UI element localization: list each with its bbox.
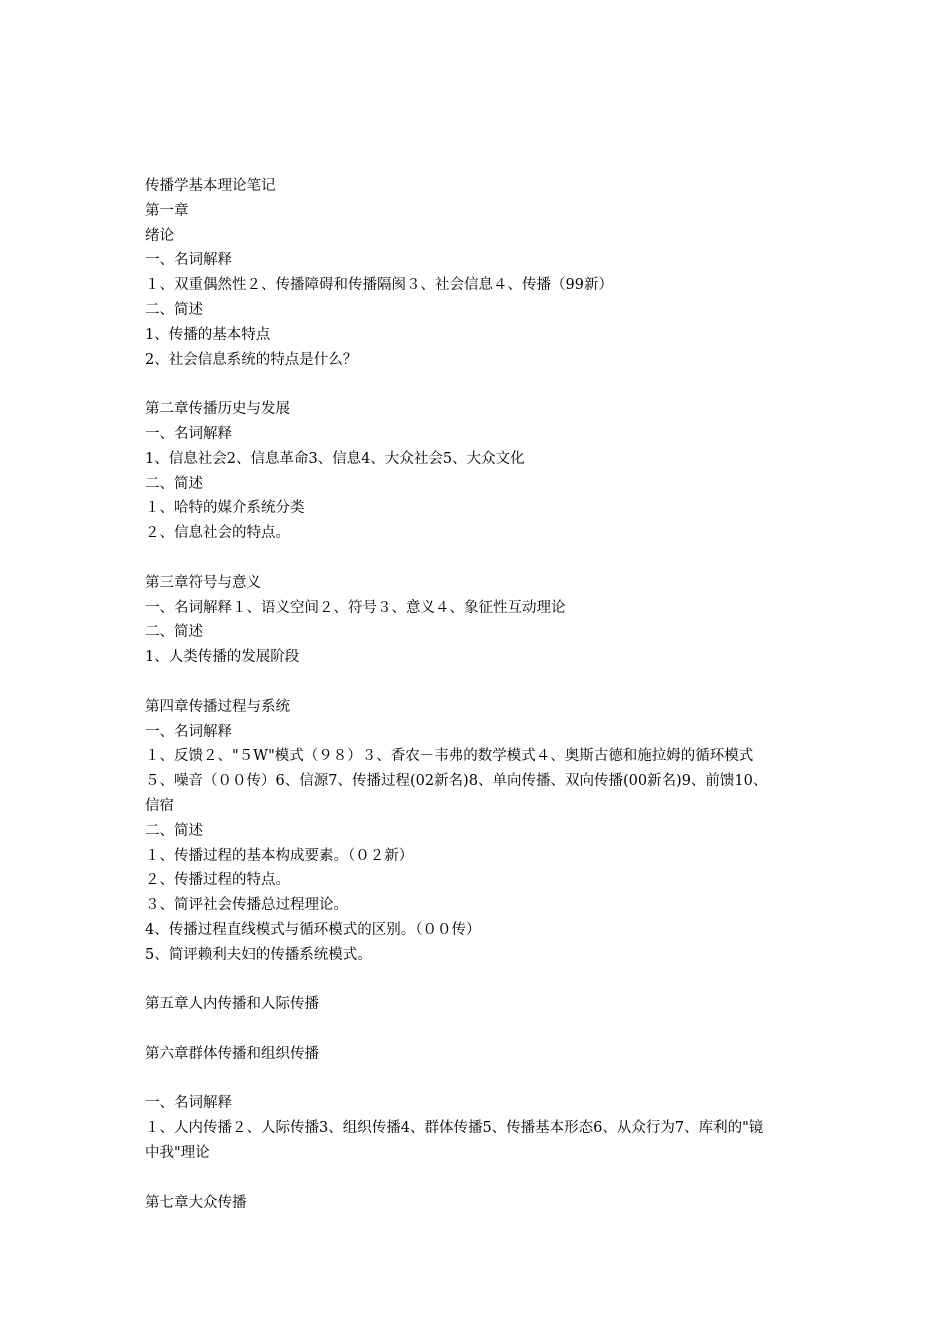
chapter-2-terms-heading: 一、名词解释 <box>145 425 232 442</box>
document-body <box>145 174 815 1215</box>
chapter-2-brief-heading: 二、简述 <box>145 475 203 492</box>
chapter-6-terms: 中我"理论 <box>145 1145 210 1162</box>
chapter-6-terms-heading: 一、名词解释 <box>145 1095 232 1112</box>
chapter-2-terms: 1、信息社会2、信息革命3、信息4、大众社会5、大众文化 <box>145 450 525 467</box>
chapter-1-heading: 第一章 <box>145 202 189 219</box>
chapter-6-terms: １、人内传播２、人际传播3、组织传播4、群体传播5、传播基本形态6、从众行为7、库利的"镜 <box>145 1120 764 1137</box>
blank-line <box>145 968 815 993</box>
chapter-3-brief-heading: 二、简述 <box>145 624 203 641</box>
chapter-2-brief-item: ２、信息社会的特点。 <box>145 525 290 542</box>
blank-line <box>145 1017 815 1042</box>
chapter-4-terms: １、反馈２、"５W"模式（９８）３、香农－韦弗的数学模式４、奥斯古德和施拉姆的循环模式 <box>145 748 754 765</box>
blank-line <box>145 670 815 695</box>
chapter-4-terms: ５、噪音（００传）6、信源7、传播过程(02新名)8、单向传播、双向传播(00新名)9、前馈10、 <box>145 773 768 790</box>
chapter-1-terms: １、双重偶然性２、传播障碍和传播隔阂３、社会信息４、传播（99新） <box>145 277 613 294</box>
chapter-4-heading: 第四章传播过程与系统 <box>145 698 290 715</box>
chapter-1-brief-item: 1、传播的基本特点 <box>145 326 271 343</box>
blank-line <box>145 1067 815 1092</box>
chapter-5-heading: 第五章人内传播和人际传播 <box>145 996 319 1013</box>
chapter-4-brief-item: ２、传播过程的特点。 <box>145 872 290 889</box>
chapter-3-terms: 一、名词解释１、语义空间２、符号３、意义４、象征性互动理论 <box>145 599 566 616</box>
chapter-4-brief-heading: 二、简述 <box>145 822 203 839</box>
chapter-1-brief-heading: 二、简述 <box>145 301 203 318</box>
blank-line <box>145 1166 815 1191</box>
chapter-2-heading: 第二章传播历史与发展 <box>145 401 290 418</box>
chapter-1-subtitle: 绪论 <box>145 227 174 244</box>
chapter-3-brief-item: 1、人类传播的发展阶段 <box>145 649 300 666</box>
chapter-4-terms: 信宿 <box>145 797 174 814</box>
chapter-1-terms-heading: 一、名词解释 <box>145 252 232 269</box>
chapter-4-brief-item: １、传播过程的基本构成要素。（０２新） <box>145 847 414 864</box>
chapter-4-brief-item: 4、传播过程直线模式与循环模式的区别。（００传） <box>145 921 481 938</box>
chapter-6-heading: 第六章群体传播和组织传播 <box>145 1045 319 1062</box>
chapter-4-brief-item: 5、简评赖利夫妇的传播系统模式。 <box>145 946 372 963</box>
document-title: 传播学基本理论笔记 <box>145 178 276 194</box>
chapter-2-brief-item: １、哈特的媒介系统分类 <box>145 500 305 517</box>
chapter-4-terms-heading: 一、名词解释 <box>145 723 232 740</box>
blank-line <box>145 546 815 571</box>
blank-line <box>145 372 815 397</box>
chapter-4-brief-item: ３、简评社会传播总过程理论。 <box>145 897 348 914</box>
chapter-7-heading: 第七章大众传播 <box>145 1194 247 1211</box>
chapter-3-heading: 第三章符号与意义 <box>145 574 261 591</box>
chapter-1-brief-item: 2、社会信息系统的特点是什么？ <box>145 351 358 368</box>
